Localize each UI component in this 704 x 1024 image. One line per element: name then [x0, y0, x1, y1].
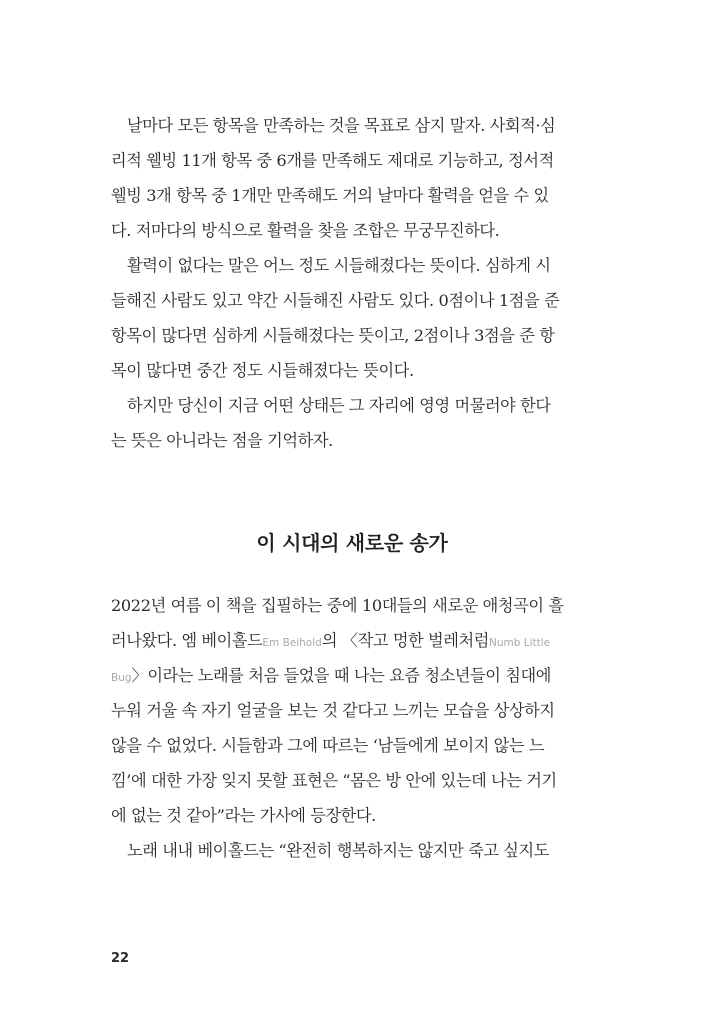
- page-number: 22: [111, 951, 130, 966]
- text-line: 항목이 많다면 심하게 시들해졌다는 뜻이고, 2점이나 3점을 준 항: [111, 326, 555, 345]
- section-heading: 이 시대의 새로운 송가: [256, 531, 448, 555]
- text-line: 목이 많다면 중간 정도 시들해졌다는 뜻이다.: [111, 361, 414, 380]
- text-line: 누워 거울 속 자기 얼굴을 보는 것 같다고 느끼는 모습을 상상하지: [111, 701, 555, 720]
- text-line: 는 뜻은 아니라는 점을 기억하자.: [111, 431, 333, 450]
- text-line: 활력이 없다는 말은 어느 정도 시들해졌다는 뜻이다. 심하게 시: [127, 256, 551, 275]
- song-title-english: Numb Little: [489, 637, 551, 649]
- text-line: 하지만 당신이 지금 어떤 상태든 그 자리에 영영 머물러야 한다: [127, 396, 551, 415]
- text-line: 2022년 여름 이 책을 집필하는 중에 10대들의 새로운 애청곡이 흘: [111, 596, 564, 615]
- text-line: 않을 수 없었다. 시들함과 그에 따르는 ‘남들에게 보이지 않는 느: [111, 736, 545, 755]
- text-line: 날마다 모든 항목을 만족하는 것을 목표로 삼지 말자. 사회적·심: [127, 116, 556, 135]
- text-segment: 〉이라는 노래를 처음 들었을 때 나는 요즘 청소년들이 침대에: [131, 666, 551, 685]
- song-title-english-cont: Bug: [111, 672, 132, 684]
- body-text-top: [111, 114, 571, 464]
- text-line: [111, 629, 571, 664]
- text-line: 낌’에 대한 가장 잊지 못할 표현은 “몸은 방 안에 있는데 나는 거기: [111, 771, 557, 790]
- artist-name-english: Em Beihold: [262, 637, 322, 649]
- text-line: 에 없는 것 같아”라는 가사에 등장한다.: [111, 806, 376, 825]
- text-line: 노래 내내 베이홀드는 “완전히 행복하지는 않지만 죽고 싶지도: [127, 841, 550, 860]
- body-text-bottom: [111, 594, 571, 874]
- text-line: 다. 저마다의 방식으로 활력을 찾을 조합은 무궁무진하다.: [111, 221, 500, 240]
- text-line: [111, 664, 571, 699]
- text-segment: 러나왔다. 엠 베이홀드: [111, 631, 263, 650]
- text-line: 웰빙 3개 항목 중 1개만 만족해도 거의 날마다 활력을 얻을 수 있: [111, 186, 549, 205]
- text-line: 들해진 사람도 있고 약간 시들해진 사람도 있다. 0점이나 1점을 준: [111, 291, 560, 310]
- text-line: 리적 웰빙 11개 항목 중 6개를 만족해도 제대로 기능하고, 정서적: [111, 151, 554, 170]
- text-segment: 의 〈작고 멍한 벌레처럼: [321, 631, 489, 650]
